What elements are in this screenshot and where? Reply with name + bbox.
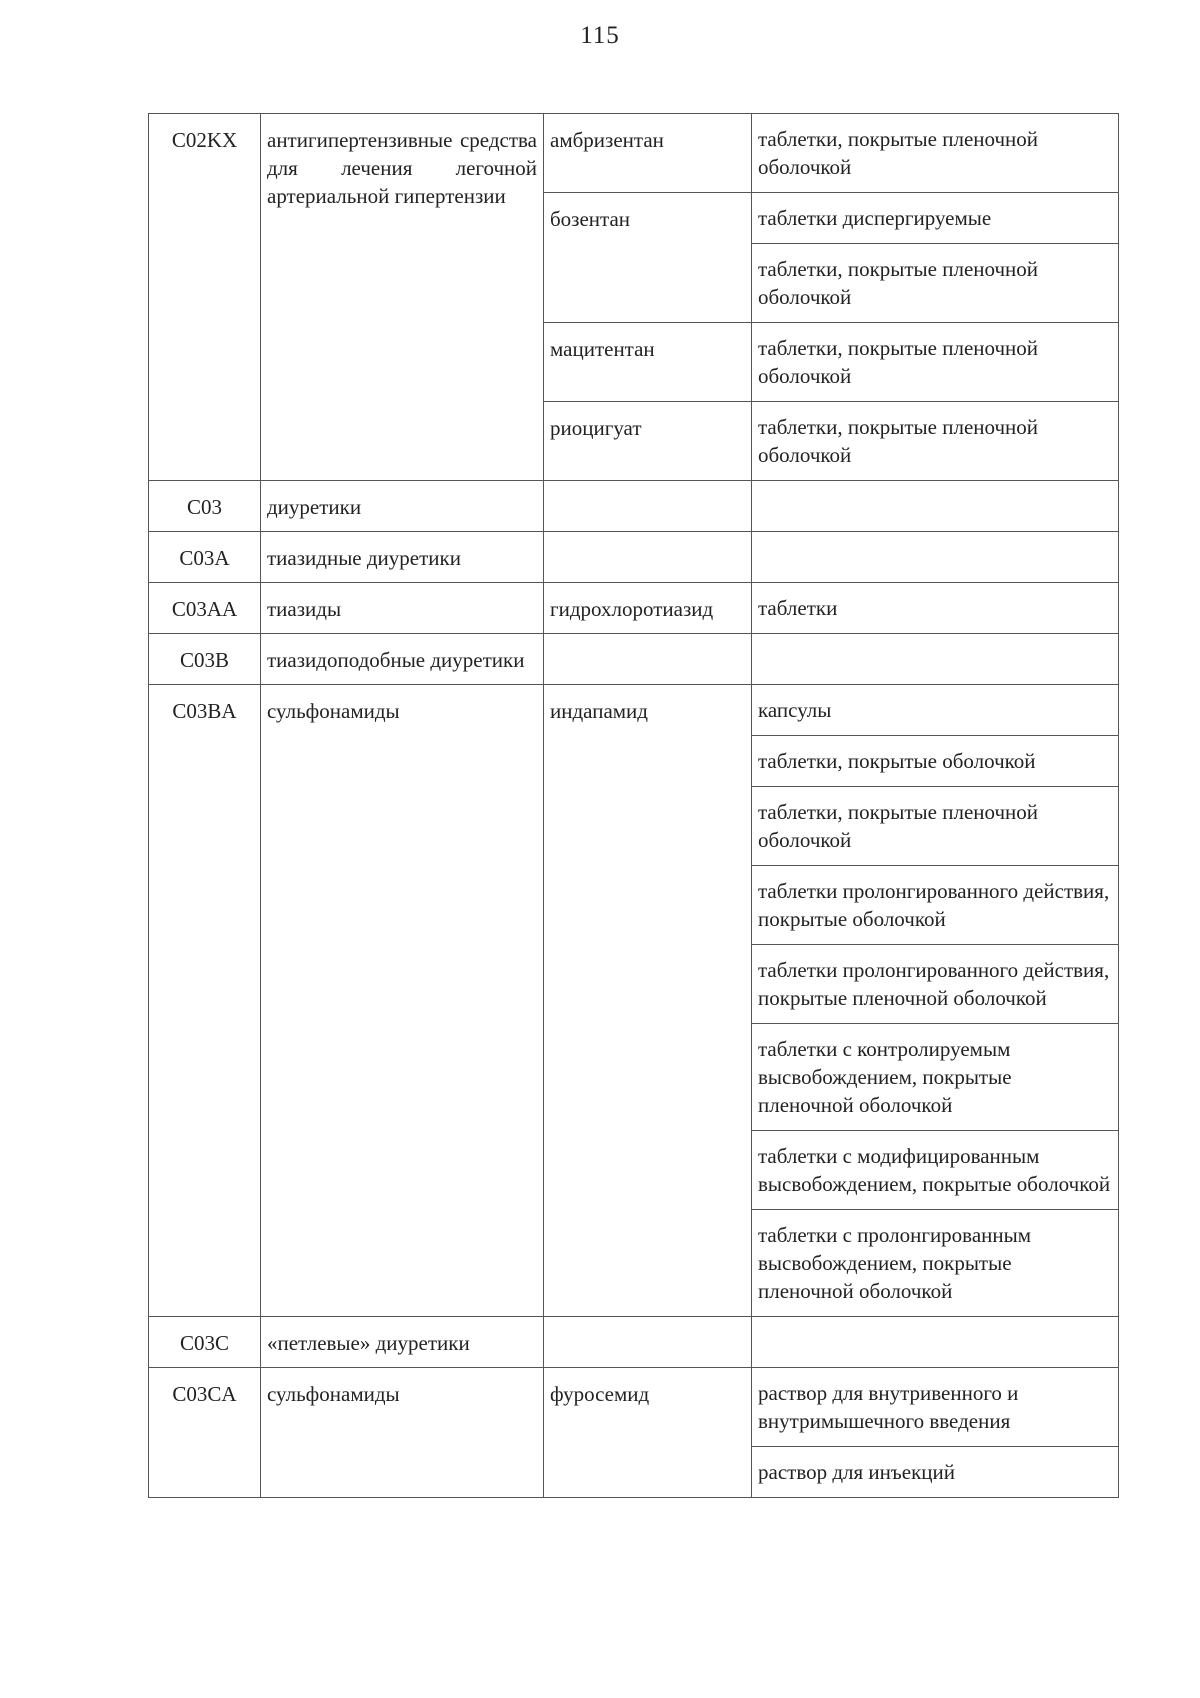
dosage-form: таблетки, покрытые пленочной оболочкой: [758, 336, 1039, 388]
dosage-form: таблетки с контролируемым высвобождением, покрытые пленочной оболочкой: [752, 1024, 1118, 1131]
dosage-form: раствор для инъекций: [758, 1460, 955, 1484]
atc-code: C03A: [149, 532, 261, 583]
drug-name: индапамид: [544, 685, 752, 1317]
drug-name: мацитентан: [544, 323, 752, 402]
drug-name: риоцигуат: [544, 402, 752, 481]
drug-name: амбризентан: [544, 114, 752, 193]
table-row: [149, 1368, 1119, 1498]
drug-name-empty: [544, 532, 752, 583]
atc-code: C03AA: [149, 583, 261, 634]
dosage-forms: [752, 402, 1119, 481]
dosage-form: таблетки, покрытые пленочной оболочкой: [758, 415, 1039, 467]
atc-code: C03: [149, 481, 261, 532]
pharmacological-group: тиазидные диуретики: [261, 532, 544, 583]
drug-name: бозентан: [544, 193, 752, 323]
pharmacological-group: тиазиды: [261, 583, 544, 634]
dosage-form: таблетки пролонгированного действия, покрытые оболочкой: [752, 866, 1118, 945]
dosage-forms: [752, 1368, 1119, 1498]
dosage-form: таблетки пролонгированного действия, покрытые пленочной оболочкой: [752, 945, 1118, 1024]
dosage-forms-empty: [752, 532, 1119, 583]
table-row: [149, 634, 1119, 685]
table-row: [149, 1317, 1119, 1368]
atc-code: C03B: [149, 634, 261, 685]
pharmacological-group: сульфонамиды: [261, 685, 544, 1317]
atc-code: C03CA: [149, 1368, 261, 1498]
pharmacological-group: сульфонамиды: [261, 1368, 544, 1498]
drug-name: фуросемид: [544, 1368, 752, 1498]
table-row: [149, 481, 1119, 532]
dosage-forms-empty: [752, 1317, 1119, 1368]
pharmacological-group: антигипертензивные средства для лечения легочной артериальной гипертензии: [261, 114, 544, 481]
atc-code: C03C: [149, 1317, 261, 1368]
drug-name: гидрохлоротиазид: [544, 583, 752, 634]
table-row: [149, 583, 1119, 634]
drug-name-empty: [544, 634, 752, 685]
dosage-forms-empty: [752, 634, 1119, 685]
table-row: [149, 114, 1119, 193]
medicines-table: [148, 113, 1119, 1498]
dosage-form: таблетки, покрытые пленочной оболочкой: [758, 127, 1039, 179]
page-number: 115: [580, 22, 620, 49]
drug-name-empty: [544, 1317, 752, 1368]
atc-code: C02KX: [149, 114, 261, 481]
pharmacological-group: диуретики: [261, 481, 544, 532]
drug-name-empty: [544, 481, 752, 532]
dosage-forms-empty: [752, 481, 1119, 532]
dosage-forms: [752, 114, 1119, 193]
atc-code: C03BA: [149, 685, 261, 1317]
dosage-form: таблетки с пролонгированным высвобождением, покрытые пленочной оболочкой: [758, 1223, 1032, 1303]
dosage-form: таблетки диспергируемые: [752, 193, 1118, 244]
dosage-form: капсулы: [752, 685, 1118, 736]
dosage-form: таблетки, покрытые оболочкой: [752, 736, 1118, 787]
dosage-form: таблетки, покрытые пленочной оболочкой: [758, 257, 1039, 309]
dosage-forms: [752, 583, 1119, 634]
dosage-form: раствор для внутривенного и внутримышечного введения: [752, 1368, 1118, 1447]
dosage-form: таблетки: [758, 596, 838, 620]
pharmacological-group: «петлевые» диуретики: [261, 1317, 544, 1368]
pharmacological-group: тиазидоподобные диуретики: [261, 634, 544, 685]
dosage-form: таблетки с модифицированным высвобождением, покрытые оболочкой: [752, 1131, 1118, 1210]
dosage-forms: [752, 323, 1119, 402]
dosage-form: таблетки, покрытые пленочной оболочкой: [752, 787, 1118, 866]
table-row: [149, 685, 1119, 1317]
dosage-forms: [752, 685, 1119, 1317]
table-row: [149, 532, 1119, 583]
dosage-forms: [752, 193, 1119, 323]
